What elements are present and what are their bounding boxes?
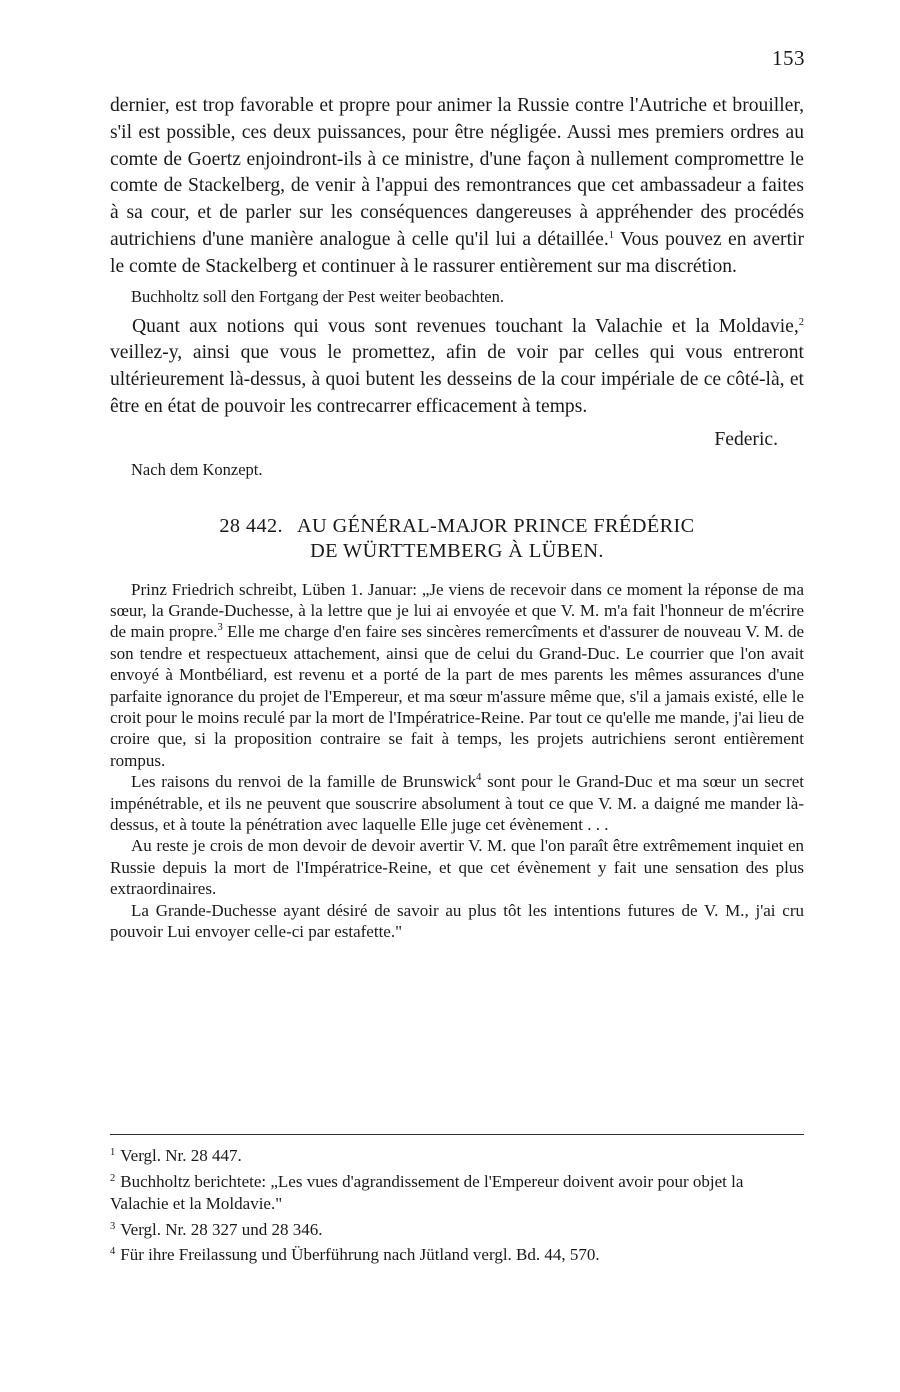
heading-line-1: AU GÉNÉRAL-MAJOR PRINCE FRÉDÉRIC [297,514,695,537]
signature: Federic. [714,428,778,450]
footnote-mark: 3 [110,1220,116,1232]
footnote [110,1216,804,1242]
letter-text: sont pour le Grand-Duc et ma sœur un secret impénétrable, et ils ne peuvent que souscrire absolument à tout ce que V. M. a daigné me mander là-dessus, et à toute la pénétration avec laquelle Elle juge cet évènement . . . [110,772,804,835]
letter-text: Prinz Friedrich schreibt, Lüben 1. Januar: „Je viens de recevoir dans ce moment la réponse de ma sœur, la Grande-Duchesse, à la lettre que je lui ai envoyée et que V. M. m'a fait l'honneur de m'écrire de main propre. [110,579,804,642]
editorial-note: Buchholtz soll den Fortgang der Pest weiter beobachten. [131,286,504,306]
body-paragraph-2 [110,314,804,421]
body-text: veillez-y, ainsi que vous le promettez, afin de voir par celles qui vous entreront ultérieurement là-dessus, à quoi butent les desseins de la cour impériale de ce côté-là, et être en état de pouvoir les contrecarrer efficacement à temps. [110,342,804,417]
letter-paragraph-3: Au reste je crois de mon devoir de devoir avertir V. M. que l'on paraît être extrêmement inquiet en Russie depuis la mort de l'Impératrice-Reine, et que cet évènement y fait une sensation des plus extraordinaires. [110,836,804,899]
letter-summary [110,579,804,943]
document-number: 28 442. [219,514,284,537]
footnote-ref: 2 [798,316,804,328]
footnote-text: Buchholtz berichtete: „Les vues d'agrandissement de l'Empereur doivent avoir pour objet la Valachie et la Moldavie." [110,1171,744,1213]
footnote-mark: 4 [110,1246,116,1257]
page-number: 153 [772,46,805,70]
body-paragraph-1 [110,93,804,281]
footnote [110,1241,804,1267]
body-text: Quant aux notions qui vous sont revenues touchant la Valachie et la Moldavie, [132,315,799,337]
footnote-mark: 2 [110,1172,116,1184]
letter-text: Les raisons du renvoi de la famille de Brunswick [131,772,477,792]
main-text [110,93,804,942]
letter-text: Elle me charge d'en faire ses sincères remercîments et d'assurer de nouveau V. M. de son tendre et respectueux attachement, ainsi que de celui du Grand-Duc. Le courrier que l'on avait envoyé à Montbéliard, est revenu et a porté de la part de mes parents les mêmes assurances d'une parfaite ignorance du projet de l'Empereur, et ma sœur m'assure même que, s'il a jamais existé, elle le croit pour le moins reculé par la mort de l'Impératrice-Reine. Par tout ce qu'elle me mande, j'ai lieu de croire que, si la proposition contraire se fait à temps, les projets autrichiens seront entièrement rompus. [110,622,804,770]
heading-line-2: DE WÜRTTEMBERG À LÜBEN. [310,540,604,563]
footnote-ref: 4 [476,772,482,784]
footnotes [110,1142,804,1267]
footnote-ref: 3 [217,622,223,634]
body-text: Vous pouvez en avertir le comte de Stackelberg et continuer à le rassurer entièrement sur ma discrétion. [110,228,804,277]
footnote [110,1142,804,1168]
footnote-divider [110,1134,804,1135]
footnote-mark: 1 [110,1147,116,1158]
body-text: dernier, est trop favorable et propre pour animer la Russie contre l'Autriche et brouiller, s'il est possible, ces deux puissances, pour être négligée. Aussi mes premiers ordres au comte de Goertz enjoindront-ils à ce ministre, d'une façon à nullement compromettre le comte de Stackelberg, de venir à l'appui des remontrances que cet ambassadeur a faites à sa cour, et de parler sur les conséquences dangereuses à appréhender des procédés autrichiens d'une manière analogue à celle qu'il lui a détaillée. [110,95,804,250]
source-note: Nach dem Konzept. [131,459,263,479]
footnote-text: Für ihre Freilassung und Überführung nach Jütland vergl. Bd. 44, 570. [120,1245,600,1264]
document-heading [110,514,804,565]
letter-paragraph-2 [110,771,804,835]
footnote-text: Vergl. Nr. 28 327 und 28 346. [120,1219,323,1239]
footnote-ref: 1 [608,229,614,241]
letter-paragraph-1 [110,579,804,772]
footnote-text: Vergl. Nr. 28 447. [120,1146,242,1165]
footnote [110,1168,804,1216]
letter-paragraph-4: La Grande-Duchesse ayant désiré de savoir au plus tôt les intentions futures de V. M., j'ai cru pouvoir Lui envoyer celle-ci par estafette." [110,900,804,942]
